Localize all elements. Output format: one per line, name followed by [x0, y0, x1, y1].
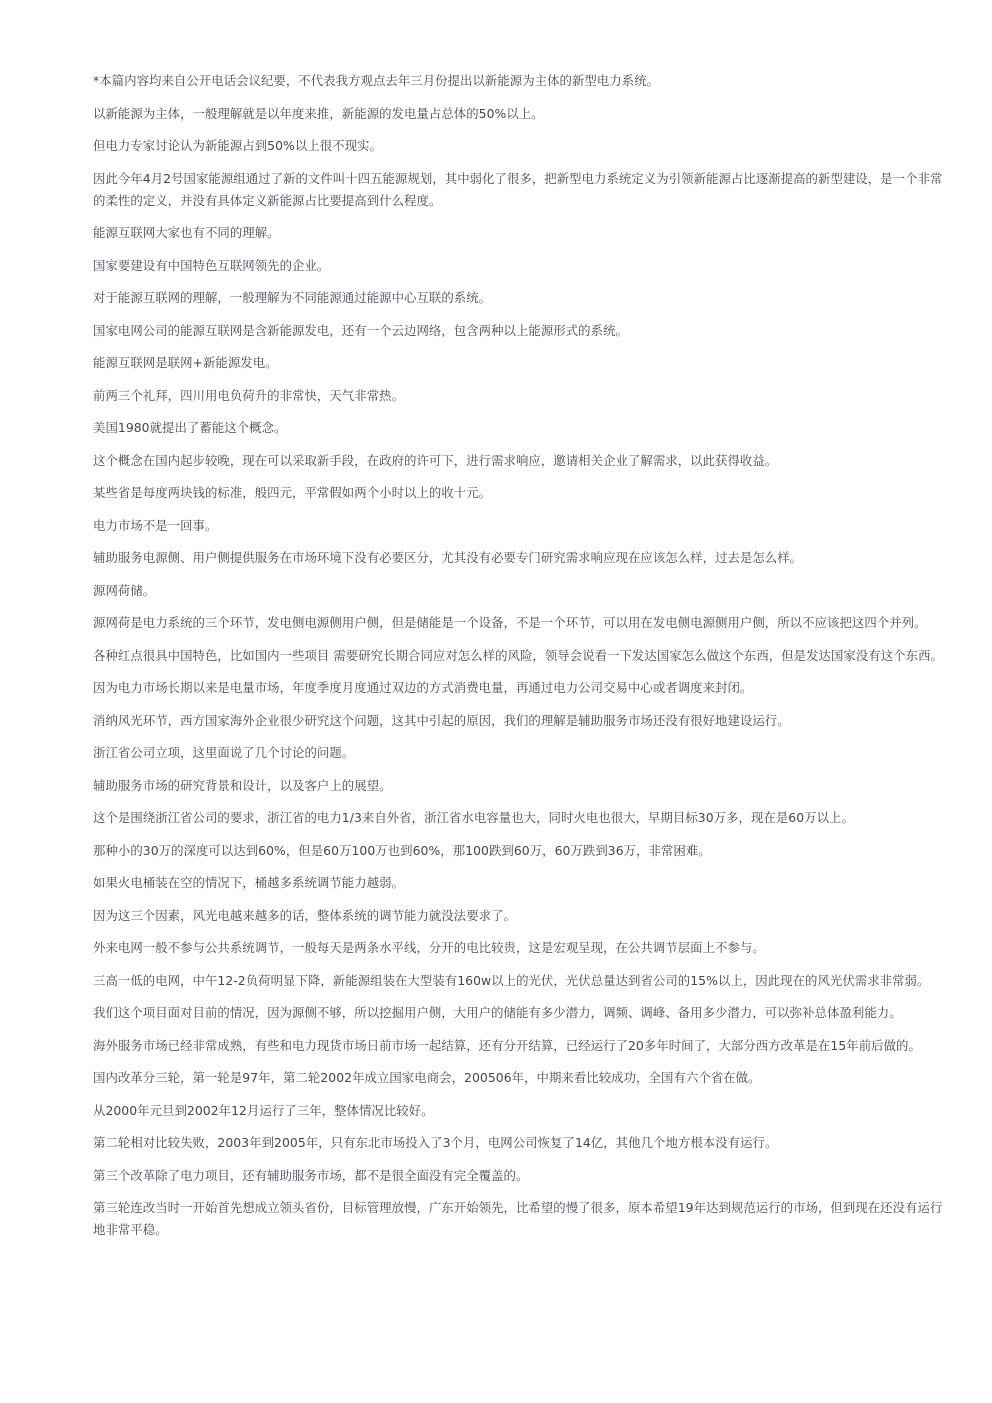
paragraph-disclaimer: *本篇内容均来自公开电话会议纪要，不代表我方观点去年三月份提出以新能源为主体的新型电力系统。: [93, 73, 660, 88]
paragraph: 电力市场不是一回事。: [93, 517, 218, 533]
paragraph: 源网荷储。: [93, 582, 156, 598]
paragraph: 因为电力市场长期以来是电量市场，年度季度月度通过双边的方式消费电量，再通过电力公司交易中心或者调度来封闭。: [93, 680, 753, 695]
paragraph: 能源互联网大家也有不同的理解。: [93, 225, 280, 240]
paragraph: 国内改革分三轮，第一轮是97年，第二轮2002年成立国家电商会，200506年，中期来看比较成功，全国有六个省在做。: [93, 1070, 761, 1085]
paragraph: 辅助服务电源侧、用户侧提供服务在市场环境下没有必要区分，尤其没有必要专门研究需求响应现在应该怎么样，过去是怎么样。: [93, 550, 803, 565]
paragraph: 浙江省公司立项，这里面说了几个讨论的问题。: [93, 745, 355, 760]
paragraph: 前两三个礼拜，四川用电负荷升的非常快，天气非常热。: [93, 387, 405, 403]
paragraph: 国家要建设有中国特色互联网领先的企业。: [93, 257, 330, 273]
paragraph: 三高一低的电网，中午12-2负荷明显下降，新能源组装在大型装有160w以上的光伏，光伏总量达到省公司的15%以上，因此现在的风光伏需求非常弱。: [93, 972, 930, 988]
paragraph: 各种红点很具中国特色，比如国内一些项目 需要研究长期合同应对怎么样的风险，领导会说看一下发达国家怎么做这个东西，但是发达国家没有这个东西。: [93, 647, 943, 663]
paragraph: 消纳风光环节，西方国家海外企业很少研究这个问题，这其中引起的原因，我们的理解是辅助服务市场还没有很好地建设运行。: [93, 712, 790, 728]
paragraph: 对于能源互联网的理解，一般理解为不同能源通过能源中心互联的系统。: [93, 290, 492, 305]
paragraph: 第三个改革除了电力项目，还有辅助服务市场，都不是很全面没有完全覆盖的。: [93, 1167, 529, 1183]
paragraph: 但电力专家讨论认为新能源占到50%以上很不现实。: [93, 138, 382, 153]
paragraph: 因为这三个因素，风光电越来越多的话，整体系统的调节能力就没法要求了。: [93, 907, 516, 923]
paragraph: 我们这个项目面对目前的情况，因为源侧不够，所以挖掘用户侧，大用户的储能有多少潜力，调频、调峰、备用多少潜力，可以弥补总体盈利能力。: [93, 1005, 902, 1020]
paragraph: 源网荷是电力系统的三个环节，发电侧电源侧用户侧，但是储能是一个设备，不是一个环节，可以用在发电侧电源侧用户侧，所以不应该把这四个并列。: [93, 615, 927, 630]
paragraph: 那种小的30万的深度可以达到60%，但是60万100万也到60%，那100跌到60万，60万跌到36万，非常困难。: [93, 842, 711, 858]
paragraph: 海外服务市场已经非常成熟，有些和电力现货市场日前市场一起结算，还有分开结算，已经运行了20多年时间了，大部分西方改革是在15年前后做的。: [93, 1037, 921, 1053]
paragraph: 美国1980就提出了蓄能这个概念。: [93, 420, 287, 435]
paragraph: 第三轮连改当时一开始首先想成立领头省份，目标管理放慢，广东开始领先，比希望的慢了很多，原本希望19年达到规范运行的市场，但到现在还没有运行地非常平稳。: [93, 1200, 943, 1237]
paragraph: 国家电网公司的能源互联网是含新能源发电，还有一个云边网络，包含两种以上能源形式的系统。: [93, 322, 628, 338]
document-body: [93, 70, 945, 1252]
paragraph: 这个概念在国内起步较晚，现在可以采取新手段，在政府的许可下，进行需求响应，邀请相关企业了解需求，以此获得收益。: [93, 452, 778, 468]
paragraph: 某些省是每度两块钱的标准，般四元，平常假如两个小时以上的收十元。: [93, 485, 492, 500]
paragraph: 第二轮相对比较失败，2003年到2005年，只有东北市场投入了3个月，电网公司恢复了14亿，其他几个地方根本没有运行。: [93, 1135, 778, 1150]
paragraph: 这个是围绕浙江省公司的要求，浙江省的电力1/3来自外省，浙江省水电容量也大，同时火电也很大，早期目标30万多，现在是60万以上。: [93, 810, 854, 825]
paragraph: 能源互联网是联网+新能源发电。: [93, 355, 278, 370]
paragraph: 辅助服务市场的研究背景和设计，以及客户上的展望。: [93, 777, 392, 793]
paragraph: 因此今年4月2号国家能源组通过了新的文件叫十四五能源规划，其中弱化了很多，把新型电力系统定义为引领新能源占比逐渐提高的新型建设，是一个非常的柔性的定义，并没有具体定义新能源占比要提高到什么程度。: [93, 170, 943, 208]
paragraph: 外来电网一般不参与公共系统调节，一般每天是两条水平线，分开的电比较贵，这是宏观呈现，在公共调节层面上不参与。: [93, 940, 765, 955]
paragraph: 以新能源为主体，一般理解就是以年度来推，新能源的发电量占总体的50%以上。: [93, 105, 544, 121]
paragraph: 从2000年元旦到2002年12月运行了三年，整体情况比较好。: [93, 1102, 434, 1118]
paragraph: 如果火电桶装在空的情况下，桶越多系统调节能力越弱。: [93, 875, 405, 890]
